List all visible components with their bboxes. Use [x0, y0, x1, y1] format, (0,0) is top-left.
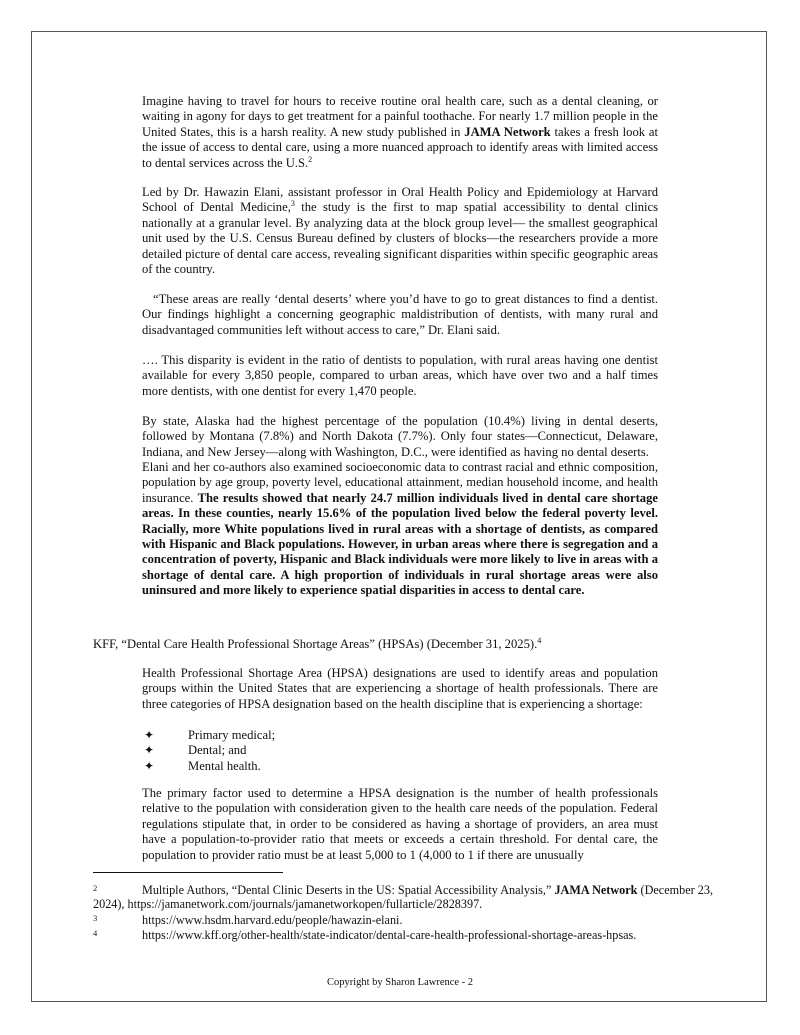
- paragraph-intro: Imagine having to travel for hours to receive routine oral health care, such as a dental cleaning, or waiting in agony for days to get treatment for a painful toothache. For nearly 1.7 million people in the United States, this is a harsh reality. A new study published in JAMA Network takes a fresh look at the issue of access to dental care, using a more nuanced approach to identify areas with limited access to dental services across the U.S.$^2$: [142, 94, 658, 170]
- star-bullet-icon: ✦: [143, 728, 155, 742]
- paragraph-states: By state, Alaska had the highest percentage of the population (10.4%) living in dental deserts, followed by Montana (7.8%) and North Dakota (7.7%). Only four states—Connecticut, Delaware, Indiana, and New Jersey—along with Washington, D.C., were identified as having no dental deserts.: [142, 414, 658, 459]
- paragraph-hpsa: Health Professional Shortage Area (HPSA) designations are used to identify areas and population groups within the United States that are experiencing a shortage of health professionals. There are three categories of HPSA designation based on the health discipline that is experiencing a shortage:: [142, 666, 658, 711]
- footnote-4: [93, 928, 713, 942]
- star-bullet-icon: ✦: [143, 758, 155, 773]
- list-item: ✦ Primary medical;: [143, 728, 276, 742]
- footnote-ref: 2: [308, 154, 313, 164]
- footnote-number: 2: [93, 883, 98, 893]
- footnote-ref: 3: [290, 199, 295, 209]
- list-item: ✦ Mental health.: [143, 758, 261, 773]
- jama-network-bold: JAMA Network: [464, 124, 551, 139]
- footnote-divider: [93, 872, 283, 873]
- list-item: ✦ Dental; and: [143, 743, 247, 758]
- footnote-2: 2 Multiple Authors, “Dental Clinic Deserts in the US: Spatial Accessibility Analysis,” JAMA Network (December 23, 2024), https://jamanetwork.com/journals/jamanetworkopen/fullarticle/2828397.: [93, 883, 713, 912]
- page-footer: Copyright by Sharon Lawrence - 2: [326, 977, 474, 988]
- paragraph-quote: “These areas are really ‘dental deserts’ where you’d have to go to great distances to find a dentist. Our findings highlight a concerning geographic maldistribution of dentists, with many rural and disadvantaged communities left without access to care,” Dr. Elani said.: [142, 292, 658, 337]
- paragraph-ratio: …. This disparity is evident in the ratio of dentists to population, with rural areas having one dentist available for every 3,850 people, compared to urban areas, which have over two and a half times more dentists, with one dentist for every 1,470 people.: [142, 353, 658, 398]
- paragraph-socioeconomic: Elani and her co-authors also examined socioeconomic data to contrast racial and ethnic composition, population by age group, poverty level, educational attainment, median household income, and health insurance. The results showed that nearly 24.7 million individuals lived in dental care shortage areas. In these counties, nearly 15.6% of the population lived below the federal poverty level. Racially, more White populations lived in rural areas with a shortage of dentists, as compared with Hispanic and Black populations. However, in urban areas where there is segregation and a concentration of poverty, Hispanic and Black individuals were more likely to live in areas with a shortage of dental care. A high proportion of individuals in rural shortage areas were also uninsured and more likely to experience spatial disparities in access to dental care.: [142, 460, 658, 598]
- hpsa-category-list: [142, 728, 442, 774]
- footnote-number: 4: [93, 928, 98, 938]
- paragraph-primary-factor: The primary factor used to determine a HPSA designation is the number of health professionals relative to the population with consideration given to the health care needs of the population. Federal regulations stipulate that, in order to be considered as having a shortage of providers, an area must have a population-to-provider ratio that meets or exceeds a certain threshold. For dental care, the population to provider ratio must be at least 5,000 to 1 (4,000 to 1 if there are unusually: [142, 786, 658, 862]
- star-bullet-icon: ✦: [143, 743, 155, 758]
- footnote-ref: 4: [537, 636, 542, 645]
- paragraph-elani: Led by Dr. Hawazin Elani, assistant professor in Oral Health Policy and Epidemiology at Harvard School of Dental Medicine,$^3$ the study is the first to map spatial accessibility to dental clinics nationally at a granular level. By analyzing data at the block group level— the smallest geographical unit used by the U.S. Census Bureau defined by clusters of blocks—the researchers provide a more detailed picture of dental care access, revealing significant disparities within specific geographic areas of the country.: [142, 185, 658, 277]
- kff-citation: KFF, “Dental Care Health Professional Shortage Areas” (HPSAs) (December 31, 2025).$^4$: [93, 636, 542, 652]
- footnote-link[interactable]: https://www.kff.org/other-health/state-indicator/dental-care-health-professional-shortage-areas-hpsas.: [142, 928, 637, 942]
- footnote-link[interactable]: https://www.hsdm.harvard.edu/people/hawazin-elani.: [142, 913, 403, 927]
- footnote-3: [93, 913, 713, 927]
- footnote-number: 3: [93, 913, 98, 923]
- results-bold: The results showed that nearly 24.7 million individuals lived in dental care shortage areas. In these counties, nearly 15.6% of the population lived below the federal poverty level. Racially, more White populations lived in rural areas with a shortage of dentists, as compared with Hispanic and Black populations. However, in urban areas where there is segregation and a concentration of poverty, Hispanic and Black individuals were more likely to live in areas with a shortage of dental care. A high proportion of individuals in rural shortage areas were also uninsured and more likely to experience spatial disparities in access to dental care.: [142, 490, 658, 598]
